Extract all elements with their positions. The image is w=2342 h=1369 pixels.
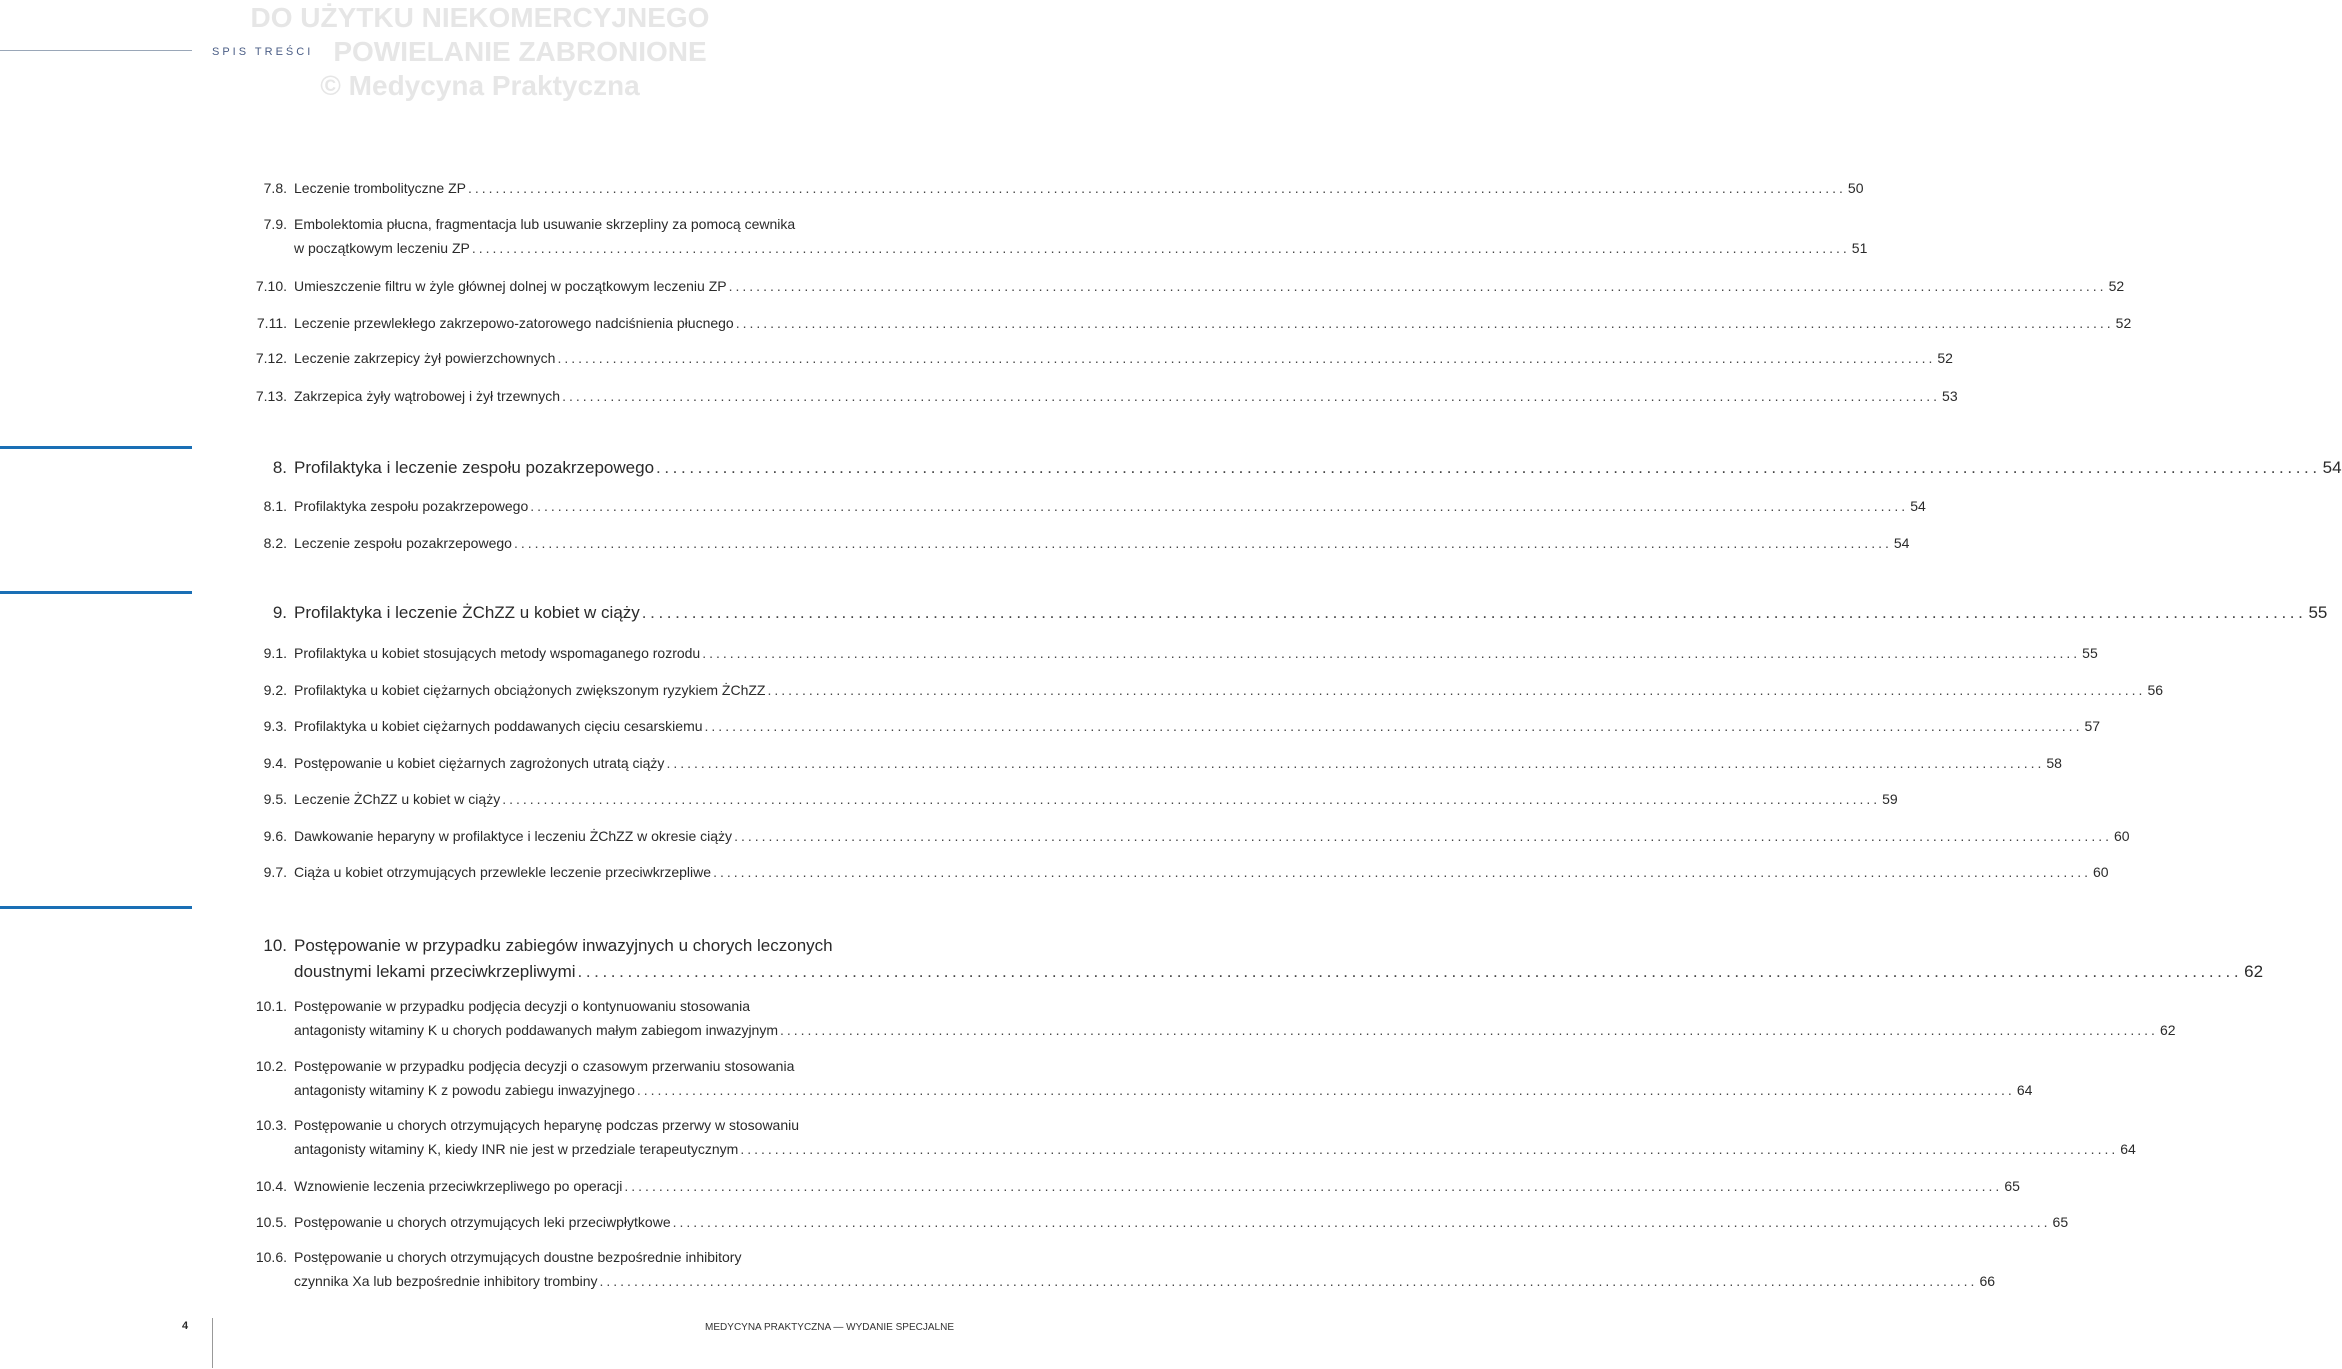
toc-number: 9.7. [263, 864, 287, 880]
toc-number: 10. [263, 936, 287, 955]
toc-number: 10.1. [255, 998, 287, 1014]
toc-number: 9.6. [263, 828, 287, 844]
toc-line [294, 350, 1953, 370]
toc-line [294, 535, 1910, 555]
toc-page-number: 60 [2114, 828, 2130, 844]
toc-page-number: 56 [2147, 682, 2164, 698]
toc-title-first-line: Postępowanie u chorych otrzymujących heparynę podczas przerwy w stosowaniu [294, 1117, 800, 1133]
header-rule [0, 50, 192, 51]
toc-number: 10.4. [255, 1178, 287, 1194]
toc-line [294, 645, 2098, 665]
toc-line [294, 278, 2125, 298]
header-label: SPIS TREŚCI [212, 46, 314, 58]
dot-leader: ........................................................................................................................................................................................................ [702, 645, 2081, 661]
dot-leader: ........................................................................................................................................................................................................ [557, 350, 1936, 366]
toc-page-number: 62 [2244, 962, 2264, 981]
dot-leader: ........................................................................................................................................................................................................ [636, 1082, 2015, 1098]
section-bar [0, 906, 192, 909]
toc-line [294, 1141, 2136, 1161]
toc-line [294, 315, 2132, 335]
toc-line [294, 1214, 2069, 1234]
toc-page-number: 51 [1851, 240, 1868, 256]
dot-leader: ........................................................................................................................................................................................................ [713, 864, 2091, 880]
toc-page-number: 54 [1893, 535, 1910, 551]
toc-page-number: 57 [2084, 718, 2101, 734]
section-bar [0, 446, 192, 449]
toc-number: 9.3. [263, 718, 287, 734]
toc-title: Dawkowanie heparyny w profilaktyce i leczeniu ŻChZZ w okresie ciąży [294, 828, 733, 844]
toc-number: 9.5. [263, 791, 287, 807]
toc-title: antagonisty witaminy K u chorych poddawanych małym zabiegom inwazyjnym [294, 1022, 778, 1038]
toc-line [294, 791, 1898, 811]
toc-title: Profilaktyka u kobiet ciężarnych obciążonych zwiększonym ryzykiem ŻChZZ [294, 682, 766, 698]
toc-title: Profilaktyka zespołu pozakrzepowego [294, 498, 529, 514]
footer-page-number: 4 [182, 1320, 189, 1332]
toc-page-number: 55 [2308, 603, 2328, 622]
dot-leader: ........................................................................................................................................................................................................ [656, 458, 2321, 477]
toc-line [294, 458, 2342, 478]
toc-title: antagonisty witaminy K z powodu zabiegu inwazyjnego [294, 1082, 635, 1098]
dot-leader: ........................................................................................................................................................................................................ [740, 1141, 2119, 1157]
watermark-line-3: © Medycyna Praktyczna [320, 70, 640, 101]
toc-line [294, 240, 1868, 260]
toc-page-number: 53 [1942, 388, 1958, 404]
toc-title: Profilaktyka i leczenie ŻChZZ u kobiet w ciąży [294, 603, 640, 622]
dot-leader: ........................................................................................................................................................................................................ [734, 828, 2112, 844]
toc-page-number: 52 [2115, 315, 2132, 331]
toc-page-number: 64 [2120, 1141, 2136, 1157]
dot-leader: ........................................................................................................................................................................................................ [513, 535, 1892, 551]
watermark-line-2: POWIELANIE ZABRONIONE [333, 36, 707, 67]
dot-leader: ........................................................................................................................................................................................................ [780, 1022, 2158, 1038]
toc-title: czynnika Xa lub bezpośrednie inhibitory trombiny [294, 1273, 598, 1289]
dot-leader: ........................................................................................................................................................................................................ [728, 278, 2107, 294]
dot-leader: ........................................................................................................................................................................................................ [735, 315, 2114, 331]
toc-title: Wznowienie leczenia przeciwkrzepliwego po operacji [294, 1178, 623, 1194]
dot-leader: ........................................................................................................................................................................................................ [562, 388, 1941, 404]
dot-leader: ........................................................................................................................................................................................................ [471, 240, 1850, 256]
toc-title: doustnymi lekami przeciwkrzepliwymi [294, 962, 576, 981]
toc-number: 7.12. [255, 350, 287, 366]
toc-title-first-line: Embolektomia płucna, fragmentacja lub usuwanie skrzepliny za pomocą cewnika [294, 216, 796, 232]
toc-number: 9. [272, 603, 287, 622]
toc-line [294, 180, 1864, 200]
toc-title: Leczenie przewlekłego zakrzepowo-zatorowego nadciśnienia płucnego [294, 315, 734, 331]
dot-leader: ........................................................................................................................................................................................................ [666, 755, 2045, 771]
toc-page-number: 54 [2322, 458, 2342, 477]
toc-line [294, 603, 2328, 623]
toc-number: 10.3. [255, 1117, 287, 1133]
toc-line [294, 498, 1926, 518]
toc-title: Leczenie trombolityczne ZP [294, 180, 466, 196]
toc-number: 9.1. [263, 645, 287, 661]
toc-title: antagonisty witaminy K, kiedy INR nie jest w przedziale terapeutycznym [294, 1141, 739, 1157]
toc-line [294, 864, 2109, 884]
footer-divider [212, 1318, 213, 1368]
dot-leader: ........................................................................................................................................................................................................ [577, 962, 2243, 981]
toc-number: 7.11. [256, 315, 287, 331]
toc-number: 8. [272, 458, 287, 477]
toc-title-first-line: Postępowanie w przypadku podjęcia decyzji o kontynuowaniu stosowania [294, 998, 751, 1014]
toc-number: 7.10. [255, 278, 287, 294]
toc-page-number: 59 [1882, 791, 1898, 807]
toc-page-number: 64 [2016, 1082, 2033, 1098]
dot-leader: ........................................................................................................................................................................................................ [502, 791, 1881, 807]
section-bar [0, 591, 192, 594]
toc-number: 7.8. [263, 180, 287, 196]
toc-number: 9.2. [263, 682, 287, 698]
toc-title: w początkowym leczeniu ZP [294, 240, 470, 256]
toc-line [294, 1273, 1996, 1293]
toc-title: Profilaktyka u kobiet ciężarnych poddawanych cięciu cesarskiemu [294, 718, 703, 734]
toc-title: Postępowanie u kobiet ciężarnych zagrożonych utratą ciąży [294, 755, 665, 771]
toc-line [294, 388, 1958, 408]
toc-title-first-line: Postępowanie u chorych otrzymujących doustne bezpośrednie inhibitory [294, 1249, 742, 1265]
toc-number: 8.1. [263, 498, 287, 514]
dot-leader: ........................................................................................................................................................................................................ [599, 1273, 1978, 1289]
toc-number: 9.4. [263, 755, 287, 771]
toc-page-number: 55 [2082, 645, 2098, 661]
toc-title: Leczenie ŻChZZ u kobiet w ciąży [294, 791, 501, 807]
toc-title: Profilaktyka u kobiet stosujących metody wspomaganego rozrodu [294, 645, 701, 661]
toc-page-number: 62 [2159, 1022, 2176, 1038]
toc-title: Ciąża u kobiet otrzymujących przewlekle leczenie przeciwkrzepliwe [294, 864, 712, 880]
toc-page-number: 66 [1979, 1273, 1996, 1289]
footer-publication: MEDYCYNA PRAKTYCZNA — WYDANIE SPECJALNE [705, 1322, 954, 1333]
watermark-line-1: DO UŻYTKU NIEKOMERCYJNEGO [250, 2, 710, 33]
dot-leader: ........................................................................................................................................................................................................ [624, 1178, 2003, 1194]
toc-number: 10.5. [255, 1214, 287, 1230]
toc-line [294, 828, 2130, 848]
dot-leader: ........................................................................................................................................................................................................ [767, 682, 2146, 698]
toc-page-number: 65 [2004, 1178, 2020, 1194]
toc-page-number: 52 [2108, 278, 2125, 294]
toc-line [294, 682, 2164, 702]
toc-line [294, 1082, 2033, 1102]
toc-title: Umieszczenie filtru w żyle głównej dolnej w początkowym leczeniu ZP [294, 278, 727, 294]
toc-title-first-line: Postępowanie w przypadku podjęcia decyzji o czasowym przerwaniu stosowania [294, 1058, 795, 1074]
toc-line [294, 755, 2062, 775]
toc-page-number: 65 [2052, 1214, 2069, 1230]
toc-number: 7.9. [263, 216, 287, 232]
toc-page-number: 58 [2046, 755, 2062, 771]
dot-leader: ........................................................................................................................................................................................................ [672, 1214, 2051, 1230]
toc-title: Leczenie zespołu pozakrzepowego [294, 535, 512, 551]
toc-title: Zakrzepica żyły wątrobowej i żył trzewnych [294, 388, 561, 404]
toc-title: Leczenie zakrzepicy żył powierzchownych [294, 350, 556, 366]
toc-line [294, 718, 2101, 738]
toc-page-number: 52 [1937, 350, 1953, 366]
dot-leader: ........................................................................................................................................................................................................ [530, 498, 1909, 514]
toc-page-number: 60 [2093, 864, 2109, 880]
toc-line [294, 1022, 2176, 1042]
toc-title-first-line: Postępowanie w przypadku zabiegów inwazyjnych u chorych leczonych [294, 936, 833, 955]
toc-title: Postępowanie u chorych otrzymujących leki przeciwpłytkowe [294, 1214, 671, 1230]
dot-leader: ........................................................................................................................................................................................................ [704, 718, 2083, 734]
dot-leader: ........................................................................................................................................................................................................ [641, 603, 2307, 622]
toc-page-number: 50 [1847, 180, 1864, 196]
toc-number: 7.13. [255, 388, 287, 404]
toc-number: 10.2. [255, 1058, 287, 1074]
toc-line [294, 1178, 2020, 1198]
toc-number: 10.6. [255, 1249, 287, 1265]
toc-title: Profilaktyka i leczenie zespołu pozakrzepowego [294, 458, 655, 477]
dot-leader: ........................................................................................................................................................................................................ [467, 180, 1846, 196]
toc-page-number: 54 [1910, 498, 1926, 514]
toc-line [294, 962, 2264, 982]
toc-number: 8.2. [263, 535, 287, 551]
